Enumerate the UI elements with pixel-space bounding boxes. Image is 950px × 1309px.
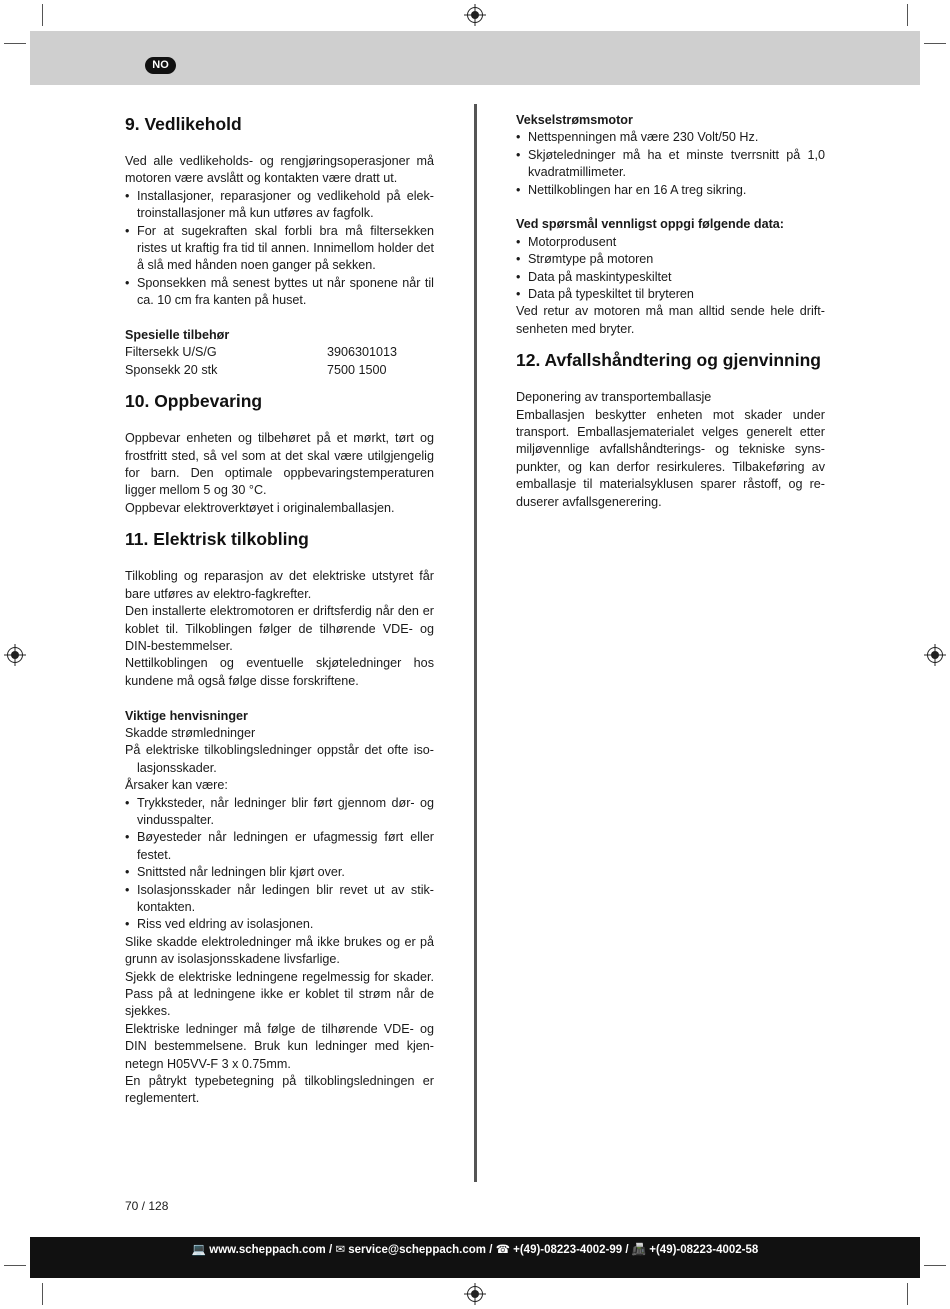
damaged-cables-heading: Skadde strømledninger bbox=[125, 725, 256, 740]
separator: / bbox=[622, 1244, 632, 1256]
column-divider bbox=[474, 104, 477, 1182]
computer-icon: 💻 bbox=[191, 1244, 207, 1256]
list-item: • Nettilkoblingen har en 16 A treg sikring. bbox=[516, 182, 825, 199]
accessory-name: Sponsekk 20 stk bbox=[125, 362, 218, 377]
crop-mark bbox=[42, 1283, 43, 1305]
notes-title: Viktige henvisninger bbox=[125, 708, 248, 723]
ac-motor-list bbox=[516, 129, 825, 199]
accessories-title: Spesielle tilbehør bbox=[125, 328, 230, 343]
list-item: • Trykksteder, når ledninger blir ført gjennom dør- og vindusspalter. bbox=[125, 795, 434, 830]
registration-mark-icon bbox=[927, 647, 943, 663]
phone-icon: ☎ bbox=[495, 1244, 510, 1256]
causes-list bbox=[125, 795, 434, 934]
list-item: • Nettspenningen må være 230 Volt/50 Hz. bbox=[516, 129, 825, 146]
registration-mark-icon bbox=[7, 647, 23, 663]
electrical-paragraph: Den installerte elektromotoren er driftsferdig når den er koblet til. Tilkoblingen følger de tilhørende VDE- og DIN-bestemmelser. bbox=[125, 604, 434, 653]
section-title-storage: 10. Oppbevaring bbox=[125, 391, 263, 412]
left-column bbox=[125, 112, 434, 1108]
maintenance-list bbox=[125, 188, 434, 310]
mail-icon: ✉ bbox=[335, 1244, 346, 1256]
list-item: • Data på typeskiltet til bryteren bbox=[516, 286, 825, 303]
registration-mark-icon bbox=[467, 1286, 483, 1302]
crop-mark bbox=[4, 1265, 26, 1266]
page-number: 70 / 128 bbox=[125, 1199, 169, 1213]
list-item: • For at sugekraften skal forbli bra må filtersekken ristes ut kraftig fra tid til annen. Innimellom holder det å slå med hånden noen ganger på sekken. bbox=[125, 223, 434, 275]
electrical-paragraph: Sjekk de elektriske ledningene regelmessig for skader. Pass på at ledningene ikke er koblet til strøm når de sjekkes. bbox=[125, 969, 434, 1019]
separator: / bbox=[325, 1244, 336, 1256]
list-item: • Installasjoner, reparasjoner og vedlikehold på elektroinstallasjoner må kun utføres av fagfolk. bbox=[125, 188, 434, 223]
phone-number: +(49)-08223-4002-99 bbox=[513, 1244, 623, 1256]
crop-mark bbox=[907, 4, 908, 26]
questions-note: Ved retur av motoren må man alltid sende hele driftsenheten med bryter. bbox=[516, 304, 825, 336]
crop-mark bbox=[924, 1265, 946, 1266]
list-item: • Skjøteledninger må ha et minste tverrsnitt på 1,0 kvadratmillimeter. bbox=[516, 147, 825, 182]
list-item: • Bøyesteder når ledningen er ufagmessig ført eller festet. bbox=[125, 829, 434, 864]
list-item: • Data på maskintypeskiltet bbox=[516, 269, 825, 286]
accessory-number: 3906301013 bbox=[327, 345, 398, 360]
crop-mark bbox=[924, 43, 946, 44]
right-column bbox=[516, 112, 825, 511]
accessory-name: Filtersekk U/S/G bbox=[125, 345, 217, 360]
list-item: • Sponsekken må senest byttes ut når sponene når til ca. 10 cm fra kanten på huset. bbox=[125, 275, 434, 310]
list-item: • Strømtype på motoren bbox=[516, 251, 825, 268]
separator: / bbox=[486, 1244, 496, 1256]
fax-icon: 📠 bbox=[631, 1244, 647, 1256]
electrical-paragraph: En påtrykt typebetegning på tilkoblingsledningen er reglementert. bbox=[125, 1074, 434, 1106]
disposal-body: Emballasjen beskytter enheten mot skader under transport. Emballasjematerialet velges generelt etter miljøvennlige avfallshåndterings- og tekniske synspunkter, og kan derfor resirkuleres. Tilbakeføring av emballasje til materialsyklusen sparer råstoff, og reduserer avfallsgenerering. bbox=[516, 407, 825, 509]
email-link[interactable]: service@scheppach.com bbox=[348, 1244, 486, 1256]
damaged-cables-desc: På elektriske tilkoblingsledninger oppstår det ofte isolasjonsskader. bbox=[125, 743, 434, 775]
crop-mark bbox=[42, 4, 43, 26]
questions-list bbox=[516, 234, 825, 304]
fax-number: +(49)-08223-4002-58 bbox=[649, 1244, 759, 1256]
storage-paragraph: Oppbevar enheten og tilbehøret på et mørkt, tørt og frostfritt sted, så vel som at det skal være utilgjengelig for barn. Den optimale oppbevaringstemperaturen ligger mellom 5 og 30 °C. bbox=[125, 431, 434, 498]
electrical-paragraph: Elektriske ledninger må følge de tilhørende VDE- og DIN bestemmelsene. Bruk kun ledninger med kjennetegn H05VV-F 3 x 0.75mm. bbox=[125, 1021, 434, 1071]
maintenance-intro: Ved alle vedlikeholds- og rengjøringsoperasjoner må motoren være avslått og kontakten være dratt ut. bbox=[125, 154, 434, 186]
registration-mark-icon bbox=[467, 7, 483, 23]
crop-mark bbox=[907, 1283, 908, 1305]
section-title-disposal: 12. Avfallshåndtering og gjenvinning bbox=[516, 350, 821, 371]
list-item: • Riss ved eldring av isolasjonen. bbox=[125, 916, 434, 933]
list-item: • Isolasjonsskader når ledingen blir revet ut av stikkontakten. bbox=[125, 882, 434, 917]
disposal-subtitle: Deponering av transportemballasje bbox=[516, 390, 712, 405]
causes-intro: Årsaker kan være: bbox=[125, 778, 228, 793]
electrical-paragraph: Tilkobling og reparasjon av det elektriske utstyret får bare utføres av elektro-fagkrefter. bbox=[125, 569, 434, 601]
list-item: • Snittsted når ledningen blir kjørt over. bbox=[125, 864, 434, 881]
accessory-number: 7500 1500 bbox=[327, 362, 387, 377]
section-title-electrical: 11. Elektrisk tilkobling bbox=[125, 529, 309, 550]
accessory-row bbox=[125, 362, 434, 379]
section-title-maintenance: 9. Vedlikehold bbox=[125, 114, 242, 134]
electrical-paragraph: Slike skadde elektroledninger må ikke brukes og er på grunn av isolasjonsskadene livsfarlige. bbox=[125, 934, 434, 967]
list-item: • Motorprodusent bbox=[516, 234, 825, 251]
ac-motor-title: Vekselstrømsmotor bbox=[516, 113, 633, 127]
accessory-row bbox=[125, 344, 434, 361]
language-badge: NO bbox=[145, 57, 176, 74]
questions-title: Ved spørsmål vennligst oppgi følgende data: bbox=[516, 217, 785, 232]
storage-paragraph: Oppbevar elektroverktøyet i originalemballasjen. bbox=[125, 500, 395, 515]
footer-bar bbox=[30, 1237, 920, 1278]
website-link[interactable]: www.scheppach.com bbox=[209, 1244, 326, 1256]
electrical-paragraph: Nettilkoblingen og eventuelle skjøteledninger hos kundene må også følge disse forskriftene. bbox=[125, 656, 434, 688]
crop-mark bbox=[4, 43, 26, 44]
